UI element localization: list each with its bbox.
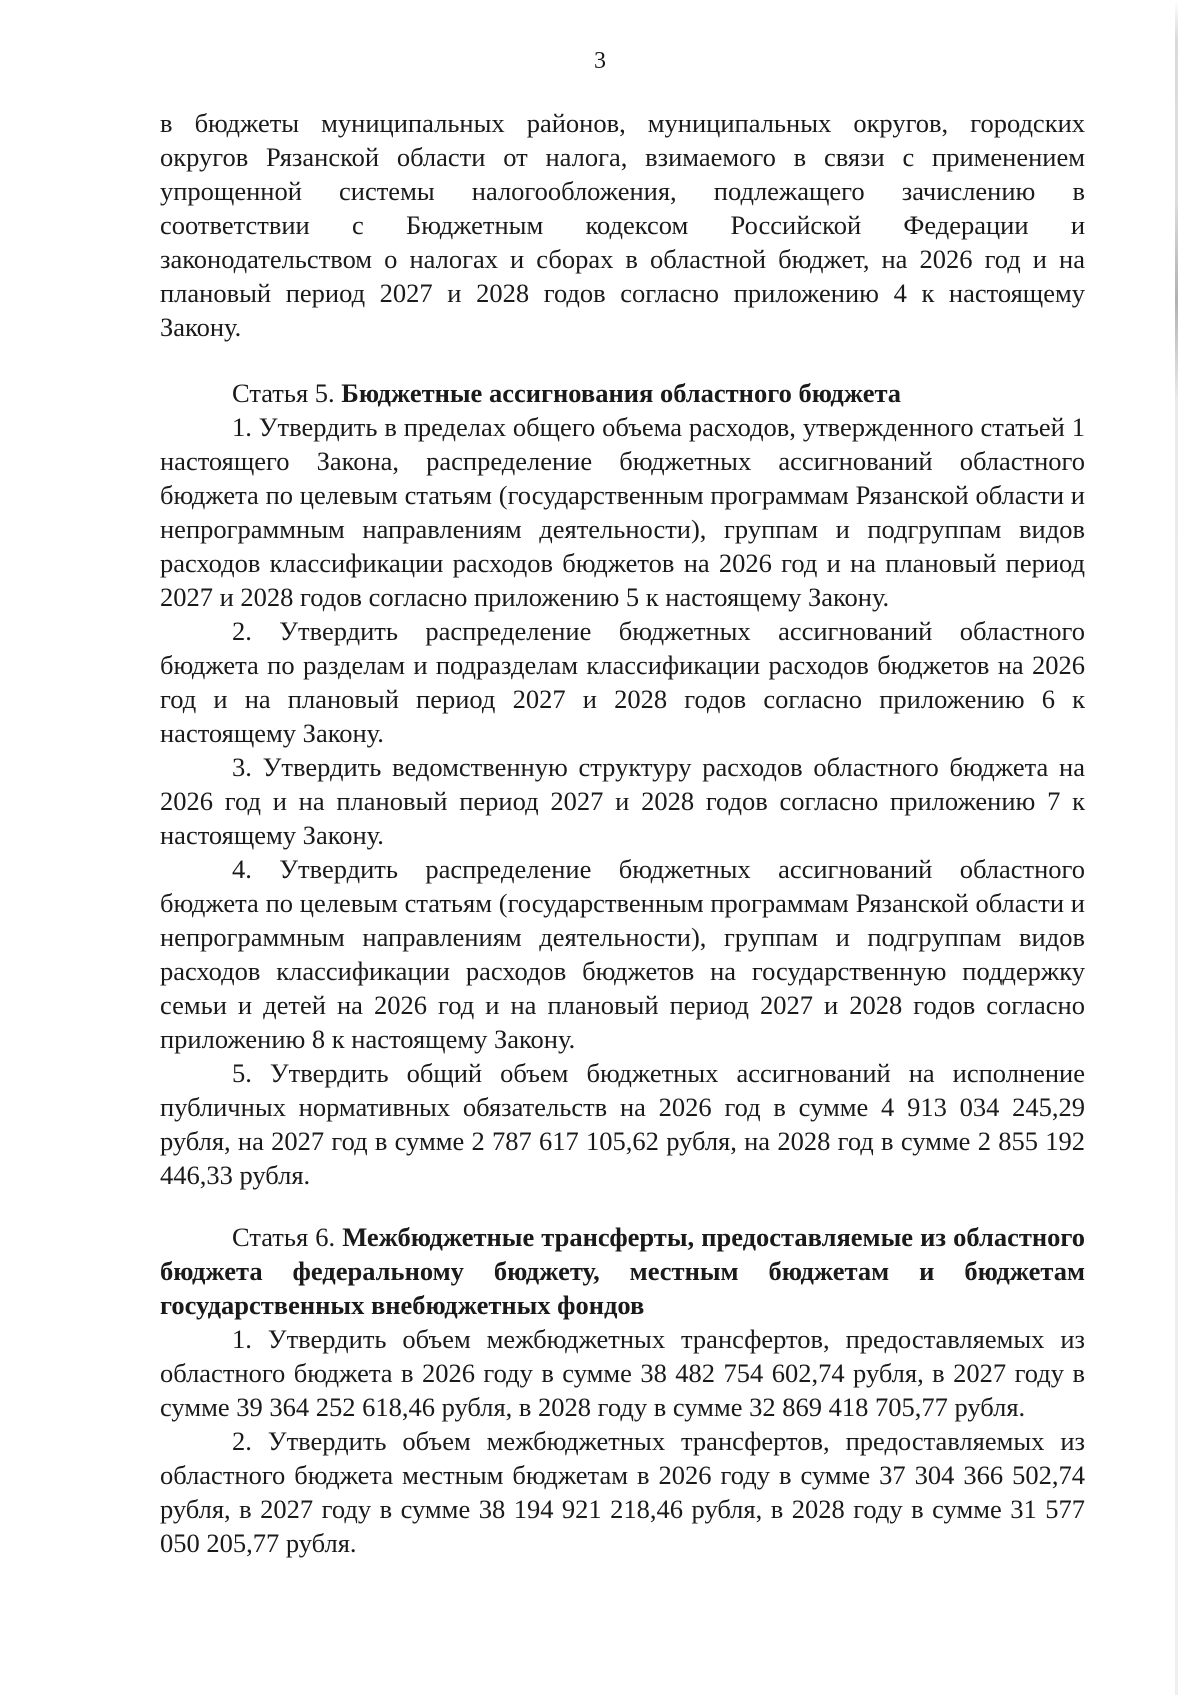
spacer bbox=[160, 344, 1085, 376]
article-5-item-3: 3. Утвердить ведомственную структуру расходов областного бюджета на 2026 год и на плановый период 2027 и 2028 годов согласно приложению 7 к настоящему Закону. bbox=[160, 752, 1085, 850]
article-5-item-4: 4. Утвердить распределение бюджетных ассигнований областного бюджета по целевым статьям (государственным программам Рязанской области и непрограммным направлениям деятельности), группам и подгруппам видов расходов классификации расходов бюджетов на государственную поддержку семьи и детей на 2026 год и на плановый период 2027 и 2028 годов согласно приложению 8 к настоящему Закону. bbox=[160, 854, 1085, 1054]
article-6-item-2: 2. Утвердить объем межбюджетных трансфертов, предоставляемых из областного бюджета местным бюджетам в 2026 году в сумме 37 304 366 502,74 рубля, в 2027 году в сумме 38 194 921 218,46 рубля, в 2028 году в сумме 31 577 050 205,77 рубля. bbox=[160, 1426, 1085, 1558]
article-6-label: Статья 6. bbox=[232, 1222, 343, 1252]
scan-edge-artifact bbox=[1175, 0, 1178, 1695]
article-6-item-1: 1. Утвердить объем межбюджетных трансфертов, предоставляемых из областного бюджета в 2026 году в сумме 38 482 754 602,74 рубля, в 2027 году в сумме 39 364 252 618,46 рубля, в 2028 году в сумме 32 869 418 705,77 рубля. bbox=[160, 1324, 1085, 1422]
article-5-title: Бюджетные ассигнования областного бюджета bbox=[341, 378, 902, 408]
spacer bbox=[160, 1192, 1085, 1220]
article-6-title: Межбюджетные трансферты, предоставляемые из областного бюджета федеральному бюджету, местным бюджетам и бюджетам государственных внебюджетных фондов bbox=[160, 1222, 1085, 1320]
intro-paragraph: в бюджеты муниципальных районов, муниципальных округов, городских округов Рязанской области от налога, взимаемого в связи с применением упрощенной системы налогообложения, подлежащего зачислению в соответствии с Бюджетным кодексом Российской Федерации и законодательством о налогах и сборах в областной бюджет, на 2026 год и на плановый период 2027 и 2028 годов согласно приложению 4 к настоящему Закону. bbox=[160, 108, 1085, 342]
article-5-label: Статья 5. bbox=[232, 378, 342, 408]
article-5-item-1: 1. Утвердить в пределах общего объема расходов, утвержденного статьей 1 настоящего Закона, распределение бюджетных ассигнований областного бюджета по целевым статьям (государственным программам Рязанской области и непрограммным направлениям деятельности), группам и подгруппам видов расходов классификации расходов бюджетов на 2026 год и на плановый период 2027 и 2028 годов согласно приложению 5 к настоящему Закону. bbox=[160, 412, 1085, 612]
article-5-heading bbox=[160, 376, 1085, 410]
page-number: 3 bbox=[594, 48, 606, 74]
document-body bbox=[160, 106, 1085, 1560]
article-6-heading bbox=[160, 1220, 1085, 1322]
article-5-item-2: 2. Утвердить распределение бюджетных ассигнований областного бюджета по разделам и подразделам классификации расходов бюджетов на 2026 год и на плановый период 2027 и 2028 годов согласно приложению 6 к настоящему Закону. bbox=[160, 616, 1085, 748]
article-5-item-5: 5. Утвердить общий объем бюджетных ассигнований на исполнение публичных нормативных обязательств на 2026 год в сумме 4 913 034 245,29 рубля, на 2027 год в сумме 2 787 617 105,62 рубля, на 2028 год в сумме 2 855 192 446,33 рубля. bbox=[160, 1058, 1085, 1190]
